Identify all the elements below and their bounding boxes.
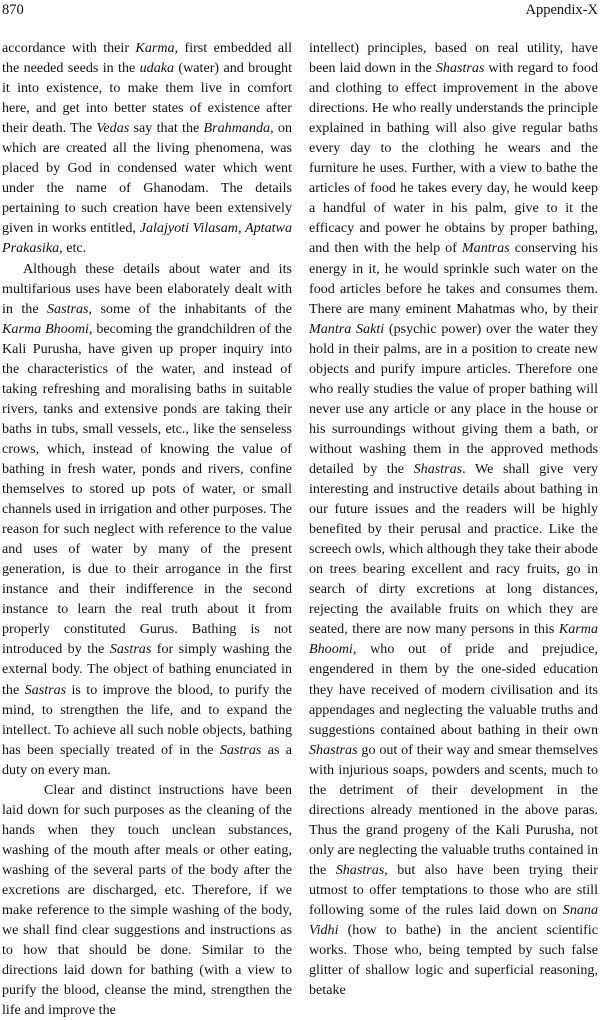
italic-term: Vedas — [96, 120, 130, 137]
page-header — [0, 0, 600, 24]
italic-term: Snana Vidhi — [309, 902, 598, 939]
page-number: 870 — [2, 2, 24, 18]
right-column — [309, 38, 598, 1000]
italic-term: Mantras — [461, 240, 510, 257]
text-run: say that the — [129, 120, 204, 137]
text-run: (water) and brought it into existence, to make them live in comfort here, and get into better states of existence after their death. The — [2, 60, 293, 137]
text-run: as a duty on every man. — [2, 741, 292, 778]
italic-term: Karma — [135, 40, 175, 56]
text-run: , on which are created all the living phenomena, was placed by God in condensed water which went under the name of Ghanodam. The details pertaining to such creation have been extensively given in works entitled, — [2, 120, 292, 237]
text-run: , but also have been trying their utmost to offer temptations to those who are still following some of the rules laid down on — [309, 861, 598, 919]
italic-term: Shastras — [413, 460, 463, 477]
text-run: , becoming the grandchildren of the Kali Purusha, have given up proper inquiry into the characteristics of the water, and instead of taking refreshing and moralising baths in suitable rivers, tanks and extensive ponds are taking their baths in tubs, small vessels, etc., like the senseless crows, which, instead of knowing the value of bathing in fresh water, ponds and rivers, confine themselves to stored up pots of water, or small channels used in irrigation and other purposes. The reason for such neglect with reference to the value and uses of water by many of the present generation, is due to their arrogance in the first instance and their indifference in the second instance to learn the real truth about it from properly constituted Gurus. Bathing is not introduced by the — [2, 320, 292, 658]
italic-term: Sastras — [219, 741, 262, 758]
italic-term: Karma Bhoomi — [2, 320, 89, 337]
text-run: with regard to food and clothing to effect improvement in the above directions. He who really understands the principle explained in bathing will also give regular baths every day to the clothing he wears and the furniture he uses. Further, with a view to bathe the articles of food he takes every day, he would keep a handful of water in his palm, give to it the efficacy and power he obtains by proper bathing, and then with the help of — [309, 60, 598, 257]
italic-term: udaka — [139, 60, 175, 77]
italic-term: Mantra Sakti — [309, 320, 385, 337]
text-run: go out of their way and smear themselves with injurious soaps, powders and scents, much to the detriment of their development in the directions already mentioned in the above paras. Thus the grand progeny of the Kali Purusha, not only are neglecting the valuable truths contained in the — [309, 741, 598, 878]
paragraph — [2, 259, 292, 780]
italic-term: Sastras — [47, 300, 89, 317]
italic-term: Shastras — [309, 741, 358, 758]
italic-term: Shastras — [335, 861, 385, 878]
italic-term: Sastras — [24, 681, 67, 698]
text-run: , etc. — [59, 240, 87, 257]
text-run: conserving his energy in it, he would sprinkle such water on the food articles before he takes and consumes them. There are many eminent Mahatmas who, by their — [309, 240, 598, 317]
italic-term: Jalajyoti Vilasam, Aptatwa Prakasika — [2, 220, 293, 257]
text-run: (psychic power) over the water they hold in their palms, are in a position to create new objects and purify impure articles. Therefore one who really studies the value of proper bathing will never use any article or any place in the house or his surroundings without giving them a bath, or without washing them in the approved methods detailed by the — [309, 320, 598, 477]
running-head: Appendix-X — [525, 2, 598, 18]
paragraph — [309, 38, 598, 1000]
text-run: , some of the inhabitants of the — [88, 300, 292, 317]
text-run: . We shall give very interesting and instructive details about bathing in our future issues and the readers will be highly benefited by their perusal and practice. Like the screech owls, which although they take their abode on trees bearing excellent and racy fruits, go in search of dirty excretions at long distances, rejecting the available fruits on which they are seated, there are now many persons in this — [309, 460, 598, 638]
text-run: for simply washing the external body. The object of bathing enunciated in the — [2, 641, 292, 698]
italic-term: Brahmanda — [203, 120, 271, 137]
italic-term: Karma Bhoomi — [309, 621, 598, 658]
text-run: accordance with their — [2, 40, 136, 56]
text-run: Clear and distinct instructions have been laid down for such purposes as the cleaning of the hands when they touch unclean substances, washing of the mouth after meals or other eating, washing of the several parts of the body after the excretions are discharged, etc. Therefore, if we make reference to the simple washing of the body, we shall find clear suggestions and instructions as to how that should be done. Similar to the directions laid down for bathing (with a view to purify the blood, cleanse the mind, strengthen the life and improve the — [2, 781, 292, 1019]
text-run: (how to bathe) in the ancient scientific works. Those who, being tempted by such false glitter of shallow logic and superficial reasoning, betake — [309, 922, 598, 999]
text-run: , first embedded all the needed seeds in the — [2, 40, 292, 77]
text-run: intellect) principles, based on real utility, have been laid down in the — [309, 40, 598, 77]
italic-term: Sastras — [109, 641, 152, 658]
paragraph — [2, 780, 292, 1020]
text-run: , who out of pride and prejudice, engendered in them by the one-sided education they have received of modern civilisation and its appendages and neglecting the valuable truths and suggestions contained about bathing in their own — [309, 641, 598, 738]
paragraph — [2, 38, 292, 259]
text-run: is to improve the blood, to purify the mind, to strengthen the life, and to expand the intellect. To achieve all such noble objects, bathing has been specially treated of in the — [2, 681, 292, 758]
left-column — [2, 38, 292, 1020]
italic-term: Shastras — [435, 60, 485, 77]
text-run: Although these details about water and its multifarious uses have been elaborately dealt with in the — [2, 260, 292, 317]
